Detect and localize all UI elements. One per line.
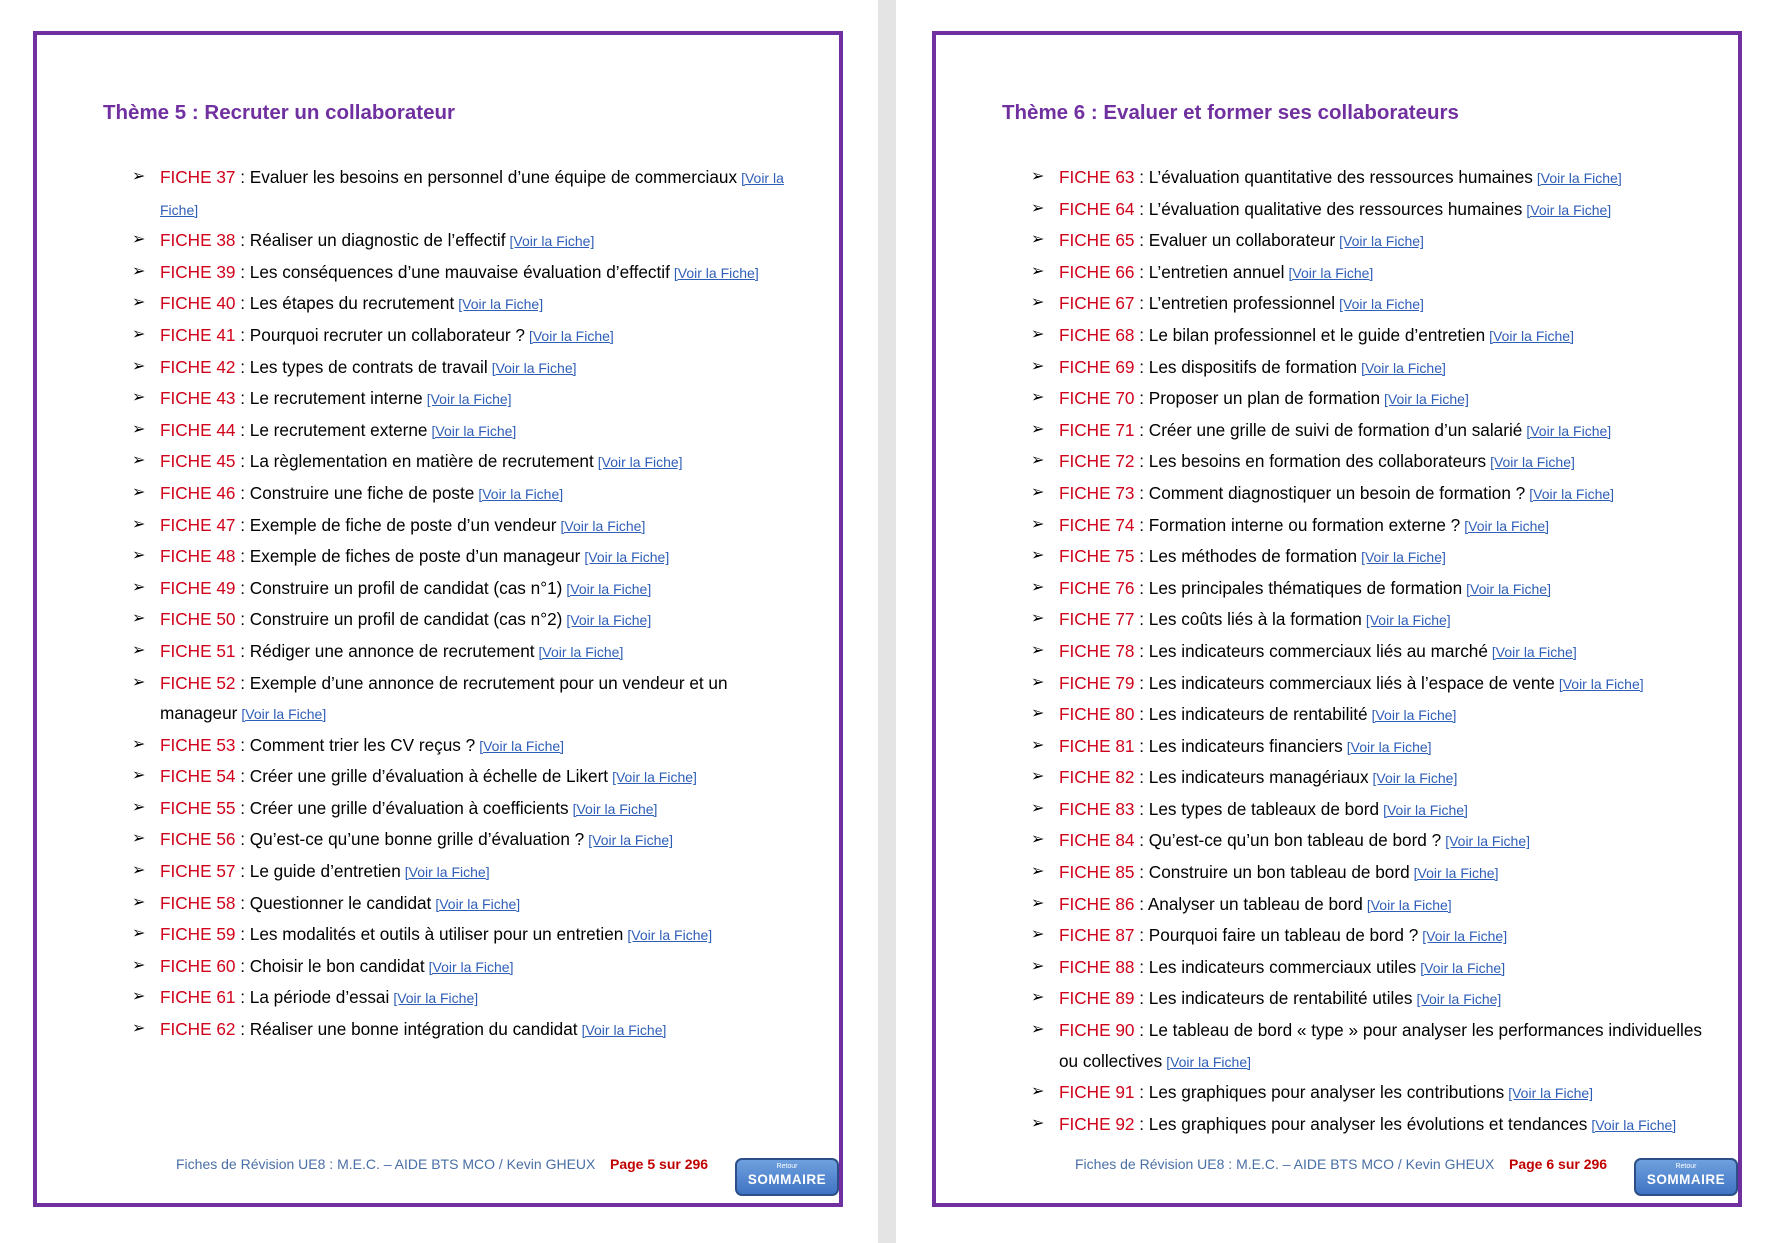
fiche-number: FICHE 65 [1059,230,1135,251]
fiche-list-item [132,541,812,573]
fiche-title: : Comment diagnostiquer un besoin de formation ? [1134,482,1526,503]
arrow-bullet-icon: ➢ [132,389,146,407]
fiche-number: FICHE 61 [160,987,236,1008]
arrow-bullet-icon: ➢ [1031,673,1045,691]
arrow-bullet-icon: ➢ [132,547,146,565]
fiche-list-item [1031,731,1711,763]
voir-la-fiche-link[interactable]: [Voir la Fiche] [1339,296,1424,313]
arrow-bullet-icon: ➢ [132,830,146,848]
page-number: Page 6 sur 296 [1509,1156,1608,1172]
arrow-bullet-icon: ➢ [1031,483,1045,501]
fiche-title: : Evaluer les besoins en personnel d’une équipe de commerciaux [235,167,738,187]
arrow-bullet-icon: ➢ [1031,1083,1045,1101]
voir-la-fiche-link[interactable]: [Voir la Fiche] [572,800,658,817]
arrow-bullet-icon: ➢ [1031,831,1045,849]
voir-la-fiche-link[interactable]: [Voir la Fiche] [491,359,577,376]
fiche-number: FICHE 88 [1059,956,1135,977]
arrow-bullet-icon: ➢ [132,325,146,343]
back-button-small-label: Retour [776,1163,798,1170]
back-to-summary-button[interactable] [735,1158,839,1196]
voir-la-fiche-link[interactable]: [Voir la Fiche] [1384,391,1469,408]
fiche-number: FICHE 85 [1059,862,1135,883]
fiche-title: : Rédiger une annonce de recrutement [235,640,535,661]
fiche-list-item [1031,1109,1711,1141]
fiche-list [132,162,812,1046]
fiche-number: FICHE 76 [1059,577,1135,598]
voir-la-fiche-link[interactable]: [Voir la Fiche] [241,706,327,723]
fiche-list-item [1031,983,1711,1015]
voir-la-fiche-link[interactable]: [Voir la Fiche] [1526,201,1612,218]
fiche-title: : Les indicateurs de rentabilité utiles [1134,988,1413,1009]
fiche-list-item [132,573,812,605]
fiche-list-item [132,352,812,384]
arrow-bullet-icon: ➢ [132,988,146,1006]
fiche-title: : Les coûts liés à la formation [1134,609,1362,630]
fiche-number: FICHE 54 [160,766,236,787]
arrow-bullet-icon: ➢ [132,767,146,785]
fiche-number: FICHE 50 [160,609,236,630]
voir-la-fiche-link[interactable]: [Voir la Fiche] [1416,991,1502,1008]
arrow-bullet-icon: ➢ [132,357,146,375]
fiche-number: FICHE 74 [1059,514,1135,535]
fiche-list-item [132,288,812,320]
fiche-title: : Construire un profil de candidat (cas n°2) [235,609,563,630]
arrow-bullet-icon: ➢ [132,262,146,280]
fiche-list-item [1031,1077,1711,1109]
voir-la-fiche-link[interactable]: [Voir la Fiche] [627,927,713,944]
fiche-list-item [132,257,812,289]
voir-la-fiche-link[interactable]: [Voir la Fiche] [560,517,646,534]
fiche-list-item [132,761,812,793]
arrow-bullet-icon: ➢ [132,168,146,185]
fiche-number: FICHE 81 [1059,735,1135,756]
fiche-title: : Analyser un tableau de bord [1134,893,1363,914]
fiche-number: FICHE 46 [160,482,236,503]
voir-la-fiche-link[interactable]: [Voir la Fiche] [673,264,759,281]
fiche-title: : Les graphiques pour analyser les contributions [1134,1082,1505,1103]
arrow-bullet-icon: ➢ [1031,736,1045,754]
fiche-title: : Le tableau de bord « type » pour analyser les performances individuelles ou collectives [1059,1020,1703,1071]
fiche-list-item [1031,257,1711,289]
fiche-title: : Formation interne ou formation externe ? [1134,514,1461,535]
fiche-title: : Les dispositifs de formation [1134,356,1358,377]
voir-la-fiche-link[interactable]: [Voir la Fiche] [566,580,652,597]
voir-la-fiche-link[interactable]: [Voir la Fiche] [509,233,595,250]
fiche-number: FICHE 83 [1059,798,1135,819]
arrow-bullet-icon: ➢ [1031,199,1045,217]
voir-la-fiche-link[interactable]: [Voir la Fiche] [1420,959,1506,976]
arrow-bullet-icon: ➢ [132,956,146,974]
fiche-title: : Les indicateurs managériaux [1134,767,1369,788]
fiche-list-item [132,1014,812,1046]
fiche-list-item [1031,920,1711,952]
fiche-list-item [1031,668,1711,700]
fiche-list-item [132,510,812,542]
theme-title: Thème 5 : Recruter un collaborateur [103,101,456,124]
voir-la-fiche-link[interactable]: [Voir la Fiche] [566,612,652,629]
fiche-number: FICHE 59 [160,924,236,945]
voir-la-fiche-link[interactable]: [Voir la Fiche] [1383,801,1468,818]
fiche-list-item [132,856,812,888]
document-page [33,31,843,1207]
fiche-list-item [132,730,812,762]
fiche-title: : Choisir le bon candidat [235,955,425,976]
fiche-list-item [1031,288,1711,320]
fiche-title: : Le recrutement externe [235,419,428,440]
fiche-list-item [132,636,812,668]
arrow-bullet-icon: ➢ [1031,578,1045,596]
arrow-bullet-icon: ➢ [132,735,146,753]
fiche-title: : L’entretien annuel [1134,261,1285,282]
arrow-bullet-icon: ➢ [1031,262,1045,280]
fiche-number: FICHE 77 [1059,609,1135,630]
voir-la-fiche-link[interactable]: [Voir la Fiche] [1365,612,1451,629]
fiche-title: : Les graphiques pour analyser les évolutions et tendances [1134,1113,1588,1134]
arrow-bullet-icon: ➢ [1031,799,1045,817]
arrow-bullet-icon: ➢ [1031,515,1045,533]
arrow-bullet-icon: ➢ [1031,926,1045,944]
voir-la-fiche-link[interactable]: [Voir la Fiche] [597,454,683,471]
fiche-title: : Créer une grille de suivi de formation d’un salarié [1134,419,1523,440]
page-gutter [878,0,896,1243]
voir-la-fiche-link[interactable]: [Voir la Fiche] [1491,643,1577,660]
fiche-number: FICHE 37 [160,167,236,187]
voir-la-fiche-link[interactable]: [Voir la Fiche] [1166,1053,1252,1070]
fiche-number: FICHE 90 [1059,1020,1135,1041]
page-number: Page 5 sur 296 [610,1156,709,1172]
arrow-bullet-icon: ➢ [132,641,146,659]
footer-text: Fiches de Révision UE8 : M.E.C. – AIDE BTS MCO / Kevin GHEUX [176,1156,596,1172]
fiche-number: FICHE 89 [1059,988,1135,1009]
fiche-number: FICHE 47 [160,514,236,535]
fiche-title: : L’évaluation quantitative des ressources humaines [1134,167,1533,187]
fiche-title: : Les modalités et outils à utiliser pour un entretien [235,924,624,945]
arrow-bullet-icon: ➢ [1031,420,1045,438]
fiche-title: : Construire un profil de candidat (cas n°1) [235,577,563,598]
fiche-title: : Les types de contrats de travail [235,356,488,377]
voir-la-fiche-link[interactable]: [Voir la Fiche] [1489,327,1574,344]
arrow-bullet-icon: ➢ [1031,894,1045,912]
fiche-list-item [1031,162,1711,194]
arrow-bullet-icon: ➢ [1031,294,1045,312]
voir-la-fiche-link[interactable]: [Voir la Fiche] [160,170,784,218]
voir-la-fiche-link[interactable]: [Voir la Fiche] [1591,1116,1677,1133]
fiche-list-item [1031,762,1711,794]
fiche-list-item [132,383,812,415]
voir-la-fiche-link[interactable]: [Voir la Fiche] [588,832,674,849]
voir-la-fiche-link[interactable]: [Voir la Fiche] [435,895,521,912]
voir-la-fiche-link[interactable]: [Voir la Fiche] [1361,359,1446,376]
fiche-title: : La règlementation en matière de recrutement [235,451,594,472]
arrow-bullet-icon: ➢ [1031,863,1045,881]
fiche-title: : Les indicateurs de rentabilité [1134,704,1368,725]
fiche-list-item [1031,320,1711,352]
fiche-number: FICHE 68 [1059,324,1135,345]
arrow-bullet-icon: ➢ [132,610,146,628]
fiche-number: FICHE 44 [160,419,236,440]
fiche-number: FICHE 80 [1059,704,1135,725]
fiche-number: FICHE 71 [1059,419,1135,440]
arrow-bullet-icon: ➢ [1031,957,1045,975]
fiche-title: : Les conséquences d’une mauvaise évaluation d’effectif [235,261,670,282]
voir-la-fiche-link[interactable]: [Voir la Fiche] [1366,896,1452,913]
fiche-number: FICHE 63 [1059,167,1135,187]
fiche-title: : Réaliser une bonne intégration du candidat [235,1019,578,1040]
arrow-bullet-icon: ➢ [1031,168,1045,185]
fiche-list-item [1031,510,1711,542]
arrow-bullet-icon: ➢ [132,294,146,312]
fiche-title: : Les types de tableaux de bord [1134,798,1380,819]
fiche-title: : Les méthodes de formation [1134,546,1358,567]
arrow-bullet-icon: ➢ [1031,989,1045,1007]
fiche-number: FICHE 41 [160,324,236,345]
arrow-bullet-icon: ➢ [132,483,146,501]
fiche-number: FICHE 42 [160,356,236,377]
fiche-number: FICHE 84 [1059,830,1135,851]
fiche-number: FICHE 67 [1059,293,1135,314]
fiche-title: : Proposer un plan de formation [1134,388,1381,409]
fiche-list-item [1031,383,1711,415]
fiche-list [1031,162,1711,1140]
arrow-bullet-icon: ➢ [1031,1021,1045,1039]
arrow-bullet-icon: ➢ [1031,547,1045,565]
arrow-bullet-icon: ➢ [132,452,146,470]
fiche-list-item [132,888,812,920]
fiche-list-item [132,478,812,510]
voir-la-fiche-link[interactable]: [Voir la Fiche] [1361,549,1446,566]
fiche-title: : Comment trier les CV reçus ? [235,734,476,755]
fiche-title: : Créer une grille d’évaluation à coefficients [235,797,569,818]
fiche-number: FICHE 78 [1059,640,1135,661]
fiche-list-item [1031,857,1711,889]
fiche-title: : Les indicateurs commerciaux utiles [1134,956,1417,977]
fiche-number: FICHE 57 [160,861,236,882]
arrow-bullet-icon: ➢ [1031,357,1045,375]
arrow-bullet-icon: ➢ [132,925,146,943]
fiche-number: FICHE 51 [160,640,236,661]
fiche-number: FICHE 62 [160,1019,236,1040]
voir-la-fiche-link[interactable]: [Voir la Fiche] [1529,485,1615,502]
voir-la-fiche-link[interactable]: [Voir la Fiche] [1445,833,1531,850]
fiche-title: : Exemple d’une annonce de recrutement pour un vendeur et un manageur [160,672,728,724]
fiche-list-item [132,824,812,856]
fiche-number: FICHE 56 [160,829,236,850]
arrow-bullet-icon: ➢ [132,798,146,816]
fiche-list-item [132,668,812,730]
fiche-list-item [132,951,812,983]
arrow-bullet-icon: ➢ [132,862,146,880]
fiche-title: : Les indicateurs commerciaux liés à l’espace de vente [1134,672,1555,693]
voir-la-fiche-link[interactable]: [Voir la Fiche] [458,296,544,313]
footer-text: Fiches de Révision UE8 : M.E.C. – AIDE BTS MCO / Kevin GHEUX [1075,1156,1495,1172]
fiche-list-item [132,320,812,352]
voir-la-fiche-link[interactable]: [Voir la Fiche] [431,422,517,439]
fiche-number: FICHE 91 [1059,1082,1135,1103]
voir-la-fiche-link[interactable]: [Voir la Fiche] [1464,517,1550,534]
fiche-title: : Les indicateurs commerciaux liés au marché [1134,640,1488,661]
voir-la-fiche-link[interactable]: [Voir la Fiche] [479,737,565,754]
voir-la-fiche-link[interactable]: [Voir la Fiche] [1413,865,1499,882]
fiche-number: FICHE 55 [160,797,236,818]
fiche-number: FICHE 48 [160,546,236,567]
arrow-bullet-icon: ➢ [132,231,146,249]
fiche-list-item [1031,952,1711,984]
voir-la-fiche-link[interactable]: [Voir la Fiche] [393,990,479,1007]
fiche-list-item [1031,794,1711,826]
arrow-bullet-icon: ➢ [1031,389,1045,407]
voir-la-fiche-link[interactable]: [Voir la Fiche] [1339,233,1424,250]
fiche-number: FICHE 66 [1059,261,1135,282]
fiche-title: : Qu’est-ce qu’un bon tableau de bord ? [1134,830,1442,851]
fiche-list-item [1031,889,1711,921]
fiche-number: FICHE 49 [160,577,236,598]
fiche-list-item [1031,1015,1711,1077]
fiche-list-item [1031,636,1711,668]
fiche-title: : Le bilan professionnel et le guide d’entretien [1134,324,1486,345]
arrow-bullet-icon: ➢ [132,1020,146,1038]
back-button-label: SOMMAIRE [1646,1172,1726,1187]
fiche-list-item [1031,352,1711,384]
fiche-list-item [132,225,812,257]
voir-la-fiche-link[interactable]: [Voir la Fiche] [1536,170,1622,186]
fiche-title: : Exemple de fiches de poste d’un manageur [235,546,581,567]
fiche-number: FICHE 64 [1059,198,1135,219]
fiche-number: FICHE 87 [1059,925,1135,946]
fiche-title: : L’entretien professionnel [1134,293,1336,314]
fiche-number: FICHE 73 [1059,482,1135,503]
voir-la-fiche-link[interactable]: [Voir la Fiche] [428,958,514,975]
voir-la-fiche-link[interactable]: [Voir la Fiche] [1422,928,1508,945]
fiche-title: : Les besoins en formation des collaborateurs [1134,451,1487,472]
fiche-list-item [1031,415,1711,447]
fiche-number: FICHE 86 [1059,893,1135,914]
fiche-list-item [1031,699,1711,731]
fiche-list-item [132,919,812,951]
voir-la-fiche-link[interactable]: [Voir la Fiche] [1558,675,1644,692]
fiche-list-item [132,415,812,447]
fiche-title: : Evaluer un collaborateur [1134,230,1336,251]
voir-la-fiche-link[interactable]: [Voir la Fiche] [426,391,512,408]
arrow-bullet-icon: ➢ [1031,231,1045,249]
back-to-summary-button[interactable] [1634,1158,1738,1196]
back-button-label: SOMMAIRE [747,1172,827,1187]
voir-la-fiche-link[interactable]: [Voir la Fiche] [584,549,670,566]
voir-la-fiche-link[interactable]: [Voir la Fiche] [1371,707,1457,724]
fiche-title: : Le recrutement interne [235,388,423,409]
fiche-title: : La période d’essai [235,987,390,1008]
fiche-number: FICHE 43 [160,388,236,409]
fiche-number: FICHE 72 [1059,451,1135,472]
fiche-number: FICHE 40 [160,293,236,314]
fiche-title: : Le guide d’entretien [235,861,401,882]
voir-la-fiche-link[interactable]: [Voir la Fiche] [1526,422,1612,439]
voir-la-fiche-link[interactable]: [Voir la Fiche] [528,327,614,344]
fiche-title: : Créer une grille d’évaluation à échelle de Likert [235,766,609,787]
theme-title: Thème 6 : Evaluer et former ses collaborateurs [1002,101,1459,124]
arrow-bullet-icon: ➢ [132,515,146,533]
voir-la-fiche-link[interactable]: [Voir la Fiche] [1288,264,1374,281]
fiche-title: : Les indicateurs financiers [1134,735,1343,756]
voir-la-fiche-link[interactable]: [Voir la Fiche] [1372,770,1458,787]
fiche-list-item [132,982,812,1014]
voir-la-fiche-link[interactable]: [Voir la Fiche] [478,485,564,502]
voir-la-fiche-link[interactable]: [Voir la Fiche] [1346,738,1432,755]
fiche-number: FICHE 79 [1059,672,1135,693]
arrow-bullet-icon: ➢ [1031,1114,1045,1132]
voir-la-fiche-link[interactable]: [Voir la Fiche] [581,1022,667,1039]
fiche-number: FICHE 39 [160,261,236,282]
fiche-number: FICHE 75 [1059,546,1135,567]
fiche-list-item [132,446,812,478]
fiche-title: : Exemple de fiche de poste d’un vendeur [235,514,557,535]
fiche-title: : Pourquoi faire un tableau de bord ? [1134,925,1419,946]
fiche-title: : Pourquoi recruter un collaborateur ? [235,324,525,345]
fiche-number: FICHE 45 [160,451,236,472]
fiche-list-item [1031,541,1711,573]
fiche-list-item [1031,604,1711,636]
fiche-title: : Réaliser un diagnostic de l’effectif [235,230,506,251]
fiche-list-item [1031,446,1711,478]
fiche-list-item [1031,825,1711,857]
fiche-number: FICHE 52 [160,672,236,693]
fiche-list-item [132,604,812,636]
arrow-bullet-icon: ➢ [1031,325,1045,343]
document-page [932,31,1742,1207]
fiche-number: FICHE 53 [160,734,236,755]
arrow-bullet-icon: ➢ [132,578,146,596]
fiche-number: FICHE 70 [1059,388,1135,409]
voir-la-fiche-link[interactable]: [Voir la Fiche] [1508,1085,1594,1102]
fiche-number: FICHE 92 [1059,1113,1135,1134]
voir-la-fiche-link[interactable]: [Voir la Fiche] [1490,454,1575,471]
arrow-bullet-icon: ➢ [1031,705,1045,723]
voir-la-fiche-link[interactable]: [Voir la Fiche] [538,643,624,660]
voir-la-fiche-link[interactable]: [Voir la Fiche] [404,864,490,881]
arrow-bullet-icon: ➢ [1031,641,1045,659]
fiche-title: : Les étapes du recrutement [235,293,455,314]
arrow-bullet-icon: ➢ [1031,768,1045,786]
arrow-bullet-icon: ➢ [1031,610,1045,628]
voir-la-fiche-link[interactable]: [Voir la Fiche] [1466,580,1551,597]
fiche-number: FICHE 38 [160,230,236,251]
fiche-list-item [132,793,812,825]
fiche-list-item [1031,478,1711,510]
fiche-number: FICHE 82 [1059,767,1135,788]
fiche-number: FICHE 58 [160,892,236,913]
arrow-bullet-icon: ➢ [132,673,146,691]
voir-la-fiche-link[interactable]: [Voir la Fiche] [612,769,697,786]
fiche-list-item [1031,225,1711,257]
arrow-bullet-icon: ➢ [132,893,146,911]
fiche-title: : Construire un bon tableau de bord [1134,862,1410,883]
arrow-bullet-icon: ➢ [1031,452,1045,470]
fiche-title: : Construire une fiche de poste [235,482,475,503]
fiche-number: FICHE 60 [160,955,236,976]
fiche-number: FICHE 69 [1059,356,1135,377]
fiche-list-item [1031,194,1711,226]
back-button-small-label: Retour [1675,1163,1697,1170]
arrow-bullet-icon: ➢ [132,420,146,438]
fiche-title: : Qu’est-ce qu’une bonne grille d’évaluation ? [235,829,585,850]
fiche-title: : L’évaluation qualitative des ressources humaines [1134,198,1523,219]
fiche-list-item [1031,573,1711,605]
fiche-list-item [132,162,812,225]
fiche-title: : Questionner le candidat [235,892,432,913]
fiche-title: : Les principales thématiques de formation [1134,577,1463,598]
